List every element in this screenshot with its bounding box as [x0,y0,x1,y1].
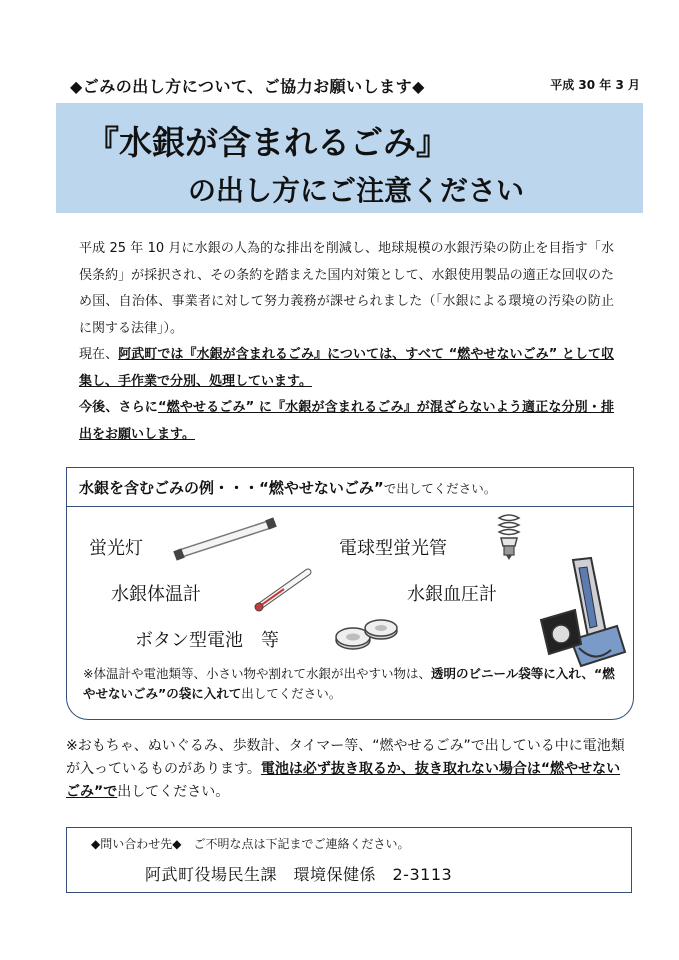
examples-heading-bold: 水銀を含むごみの例・・・“燃やせないごみ” [79,479,384,497]
examples-heading [79,477,496,498]
body-p2-lead: 現在、 [79,347,119,362]
thermometer-icon [250,566,316,614]
examples-note-lead: ※体温計や電池類等、小さい物や割れて水銀が出やすい物は、 [83,666,431,681]
examples-note-emphasis: 透明のビニール袋等に入れ、“燃やせないごみ”の袋に入れて [83,666,615,701]
header-notice: ◆ごみの出し方について、ご協力お願いします◆ [70,77,425,96]
contact-heading: ◆問い合わせ先◆ ご不明な点は下記までご連絡ください。 [91,837,410,851]
body-paragraph-2 [66,342,614,395]
blood-pressure-monitor-icon [535,556,631,674]
contact-box [66,827,632,893]
body-paragraph-3 [66,395,614,448]
item-label-sphygmomanometer: 水銀血圧計 [407,584,497,605]
fluorescent-tube-icon [171,516,281,562]
battery-note-emphasis: 電池は必ず抜き取るか、抜き取れない場合は“燃やせないごみ”で [66,761,621,800]
body-text [66,236,614,448]
body-p2-emphasis: 阿武町では『水銀が含まれるごみ』については、すべて “燃やせないごみ” として収集し、手作業で分別、処理しています。 [79,347,614,389]
item-label-button-battery: ボタン型電池 等 [135,630,279,651]
examples-panel [66,504,634,720]
battery-note-tail: 出してください。 [117,784,230,800]
examples-heading-box [66,467,634,507]
title-line1: 『水銀が含まれるごみ』 [86,123,449,162]
item-label-thermometer: 水銀体温計 [111,584,201,605]
examples-note [83,664,619,704]
title-banner [56,103,643,213]
header-date: 平成 30 年 3 月 [550,78,640,92]
battery-note [66,735,626,804]
item-label-fluorescent-tube: 蛍光灯 [89,538,143,559]
contact-details: 阿武町役場民生課 環境保健係 2-3113 [145,865,453,884]
body-p3-emphasis: “燃やせるごみ” に『水銀が含まれるごみ』が混ざらないよう適正な分別・排出をお願いします。 [79,400,614,442]
battery-note-lead: ※おもちゃ、ぬいぐるみ、歩数計、タイマー等、“燃やせるごみ”で出している中に電池類が入っているものがあります。 [66,738,625,777]
button-battery-icon [333,614,403,656]
title-line2: の出し方にご注意ください [188,174,525,207]
compact-fluorescent-bulb-icon [493,512,525,562]
item-label-bulb-fluorescent: 電球型蛍光管 [339,538,447,559]
body-paragraph-1: 平成 25 年 10 月に水銀の人為的な排出を削減し、地球規模の水銀汚染の防止を目指す「水俣条約」が採択され、その条約を踏まえた国内対策として、水銀使用製品の適正な回収のため国、自治体、事業者に対して努力義務が課せられました（「水銀による環境の汚染の防止に関する法律」）。 [79,241,614,336]
examples-heading-rest: で出してください。 [383,481,497,496]
header-line [70,74,640,98]
battery-note-text [66,735,626,804]
examples-note-tail: 出してください。 [241,686,342,701]
body-p3-lead: 今後、さらに [79,400,158,415]
